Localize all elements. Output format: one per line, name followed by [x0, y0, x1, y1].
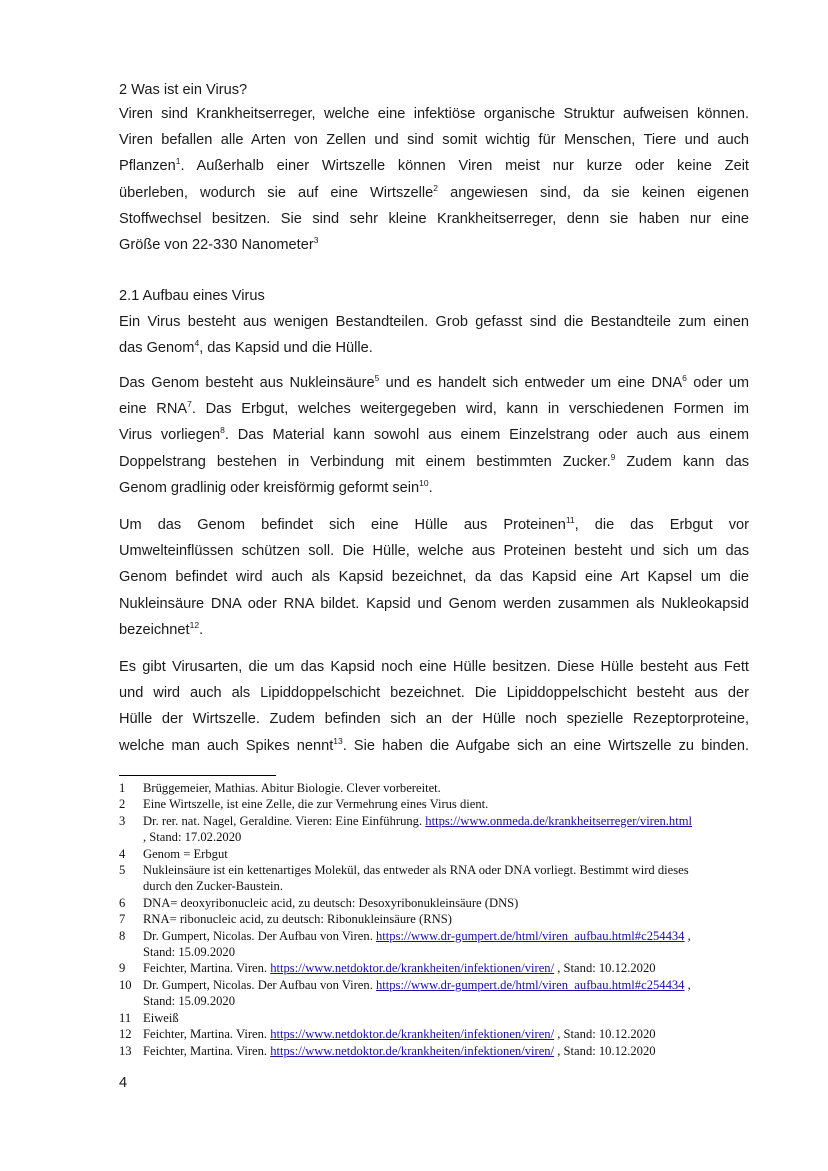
footnote-11: 11 Eiweiß: [119, 1010, 179, 1025]
footnote-ref[interactable]: 13: [333, 735, 343, 746]
footnote-ref[interactable]: 9: [610, 451, 616, 462]
footnote-ref[interactable]: 4: [194, 338, 200, 349]
text-line: Größe von 22-330 Nanometer$^3$: [119, 234, 319, 253]
paragraph-3: [119, 512, 749, 643]
footnote-1: 1 Brüggemeier, Mathias. Abitur Biologie. Clever vorbereitet.: [119, 781, 441, 795]
footnote-ref[interactable]: 5: [374, 373, 380, 383]
text-line: Stoffwechsel besitzen. Sie sind sehr kleine Krankheitserreger, denn sie haben nur eine: [119, 210, 749, 227]
text-line: Viren befallen alle Arten von Zellen und sind somit wichtig für Menschen, Tiere und auch: [119, 132, 749, 149]
footnote-9: 9 Feichter, Martina. Viren. https://www.netdoktor.de/krankheiten/infektionen/viren/ , Stand: 10.12.2020: [119, 961, 656, 976]
paragraph-4: [119, 654, 749, 759]
footnote-7: 7 RNA= ribonucleic acid, zu deutsch: Ribonukleinsäure (RNS): [119, 912, 452, 927]
footnote-ref[interactable]: 12: [189, 619, 200, 630]
footnote-2: 2 Eine Wirtszelle, ist eine Zelle, die zur Vermehrung eines Virus dient.: [119, 797, 489, 812]
text-line: Um das Genom befindet sich eine Hülle aus Proteinen$^{11}$, die das Erbgut vor: [119, 515, 749, 533]
subsection-heading: 2.1 Aufbau eines Virus: [119, 288, 265, 304]
text-line: und wird auch als Lipiddoppelschicht bezeichnet. Die Lipiddoppelschicht besteht aus der: [119, 685, 749, 702]
footnote-divider: [119, 775, 276, 776]
footnote-ref[interactable]: 7: [187, 399, 192, 410]
footnote-ref[interactable]: 3: [313, 234, 319, 245]
source-link[interactable]: https://www.dr-gumpert.de/html/viren_aufbau.html#c254434: [376, 977, 685, 992]
footnotes-list: [119, 780, 759, 1059]
text-line: überleben, wodurch sie auf eine Wirtszelle$^2$ angewiesen sind, da sie keinen eigenen: [119, 182, 749, 201]
paragraph-1: [119, 309, 749, 361]
text-line: Ein Virus besteht aus wenigen Bestandteilen. Grob gefasst sind die Bestandteile zum einen: [119, 314, 749, 330]
footnote-10: 10 Dr. Gumpert, Nicolas. Der Aufbau von Viren. https://www.dr-gumpert.de/html/viren_aufbau.html#c254434 , Stand: 15.09.2020: [119, 977, 691, 1009]
page-number: 4: [119, 1075, 128, 1091]
footnote-ref[interactable]: 10: [419, 477, 429, 488]
intro-paragraph: [119, 101, 749, 258]
text-line: Es gibt Virusarten, die um das Kapsid noch eine Hülle besitzen. Diese Hülle besteht aus Fett: [119, 659, 749, 675]
footnote-ref[interactable]: 1: [175, 156, 181, 167]
source-link[interactable]: https://www.netdoktor.de/krankheiten/infektionen/viren/: [270, 1043, 555, 1058]
text-line: Hülle der Wirtszelle. Zudem befinden sich an der Hülle noch spezielle Rezeptorproteine,: [119, 711, 749, 728]
footnote-5: 5 Nukleinsäure ist ein kettenartiges Molekül, das entweder als RNA oder DNA vorliegt. Bestimmt wird dieses durch den Zucker-Baustein.: [119, 863, 689, 894]
text-line: Nukleinsäure DNA oder RNA bildet. Kapsid und Genom werden zusammen als Nukleokapsid: [119, 595, 749, 612]
source-link[interactable]: https://www.dr-gumpert.de/html/viren_aufbau.html#c254434: [376, 928, 685, 943]
paragraph-2: [119, 370, 749, 501]
footnote-ref[interactable]: 8: [220, 425, 225, 436]
footnote-6: 6 DNA= deoxyribonucleic acid, zu deutsch: Desoxyribonukleinsäure (DNS): [119, 895, 519, 910]
source-link[interactable]: https://www.netdoktor.de/krankheiten/infektionen/viren/: [270, 961, 555, 976]
text-line: Doppelstrang bestehen in Verbindung mit einem bestimmten Zucker.$^9$ Zudem kann das: [119, 451, 750, 470]
footnote-4: 4 Genom = Erbgut: [119, 846, 228, 861]
text-line: welche man auch Spikes nennt$^{13}$. Sie haben die Aufgabe sich an eine Wirtszelle zu binden.: [119, 735, 749, 754]
text-line: Virus vorliegen$^8$. Das Material kann sowohl aus einem Einzelstrang oder auch aus einem: [119, 425, 749, 444]
section-heading: 2 Was ist ein Virus?: [119, 82, 248, 98]
text-line: Genom befindet wird auch als Kapsid bezeichnet, da das Kapsid eine Art Kapsel um die: [119, 569, 749, 586]
footnote-ref[interactable]: 11: [565, 515, 575, 525]
footnote-12: 12 Feichter, Martina. Viren. https://www.netdoktor.de/krankheiten/infektionen/viren/ , Stand: 10.12.2020: [119, 1027, 656, 1042]
text-line: bezeichnet$^{12}$.: [119, 619, 204, 638]
footnote-3: 3 Dr. rer. nat. Nagel, Geraldine. Vieren: Eine Einführung. https://www.onmeda.de/krankheitserreger/viren.html , Stand: 17.02.2020: [119, 813, 693, 845]
source-link[interactable]: https://www.netdoktor.de/krankheiten/infektionen/viren/: [270, 1027, 555, 1042]
footnote-8: 8 Dr. Gumpert, Nicolas. Der Aufbau von Viren. https://www.dr-gumpert.de/html/viren_aufbau.html#c254434 , Stand: 15.09.2020: [119, 928, 691, 960]
text-line: Genom gradlinig oder kreisförmig geformt sein$^{10}$.: [119, 477, 433, 496]
text-line: das Genom$^4$, das Kapsid und die Hülle.: [119, 338, 373, 357]
text-line: Das Genom besteht aus Nukleinsäure$^5$ und es handelt sich entweder um eine DNA$^6$ oder um: [119, 373, 750, 391]
source-link[interactable]: https://www.onmeda.de/krankheitserreger/viren.html: [425, 813, 693, 828]
footnote-ref[interactable]: 2: [433, 182, 439, 193]
footnote-13: 13 Feichter, Martina. Viren. https://www.netdoktor.de/krankheiten/infektionen/viren/ , Stand: 10.12.2020: [119, 1043, 656, 1058]
text-line: Umwelteinflüssen schützen soll. Die Hülle, welche aus Proteinen besteht und sich um das: [119, 543, 749, 560]
text-line: Pflanzen$^1$. Außerhalb einer Wirtszelle können Viren meist nur kurze oder keine Zeit: [119, 156, 749, 175]
footnote-ref[interactable]: 6: [682, 373, 687, 383]
text-line: eine RNA$^7$. Das Erbgut, welches weitergegeben wird, kann in verschiedenen Formen im: [119, 399, 749, 418]
text-line: Viren sind Krankheitserreger, welche eine infektiöse organische Struktur aufweisen können.: [119, 106, 749, 122]
